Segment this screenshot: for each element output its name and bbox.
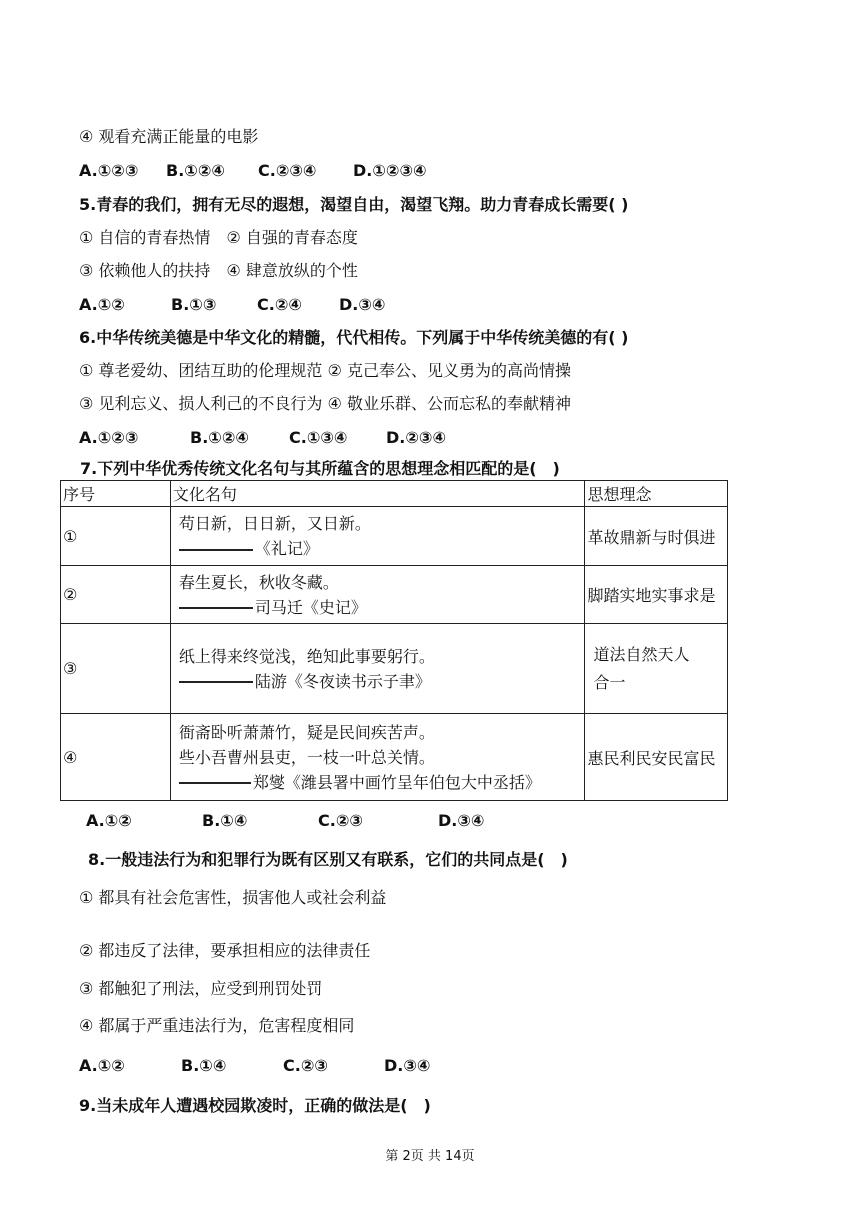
q7-row-3-idea-text: 道法自然天人合一 [593, 644, 690, 692]
q7-stem: 7.下列中华优秀传统文化名句与其所蕴含的思想理念相匹配的是( ) [80, 459, 560, 478]
page-number: 第 2页 共 14页 [385, 1149, 475, 1164]
q7-row-3-number: ③ [61, 624, 171, 714]
q7-row-3-quote-cell [170, 624, 585, 714]
q7-row-3-idea [585, 624, 728, 714]
table-row [61, 624, 728, 714]
q7-option-b: B.①④ [202, 811, 248, 830]
q5-option-a: A.①② [79, 295, 125, 314]
q7-row-2-source: 司马迁《史记》 [254, 597, 367, 617]
table-row [61, 566, 728, 624]
q7-row-4-quote: 衙斋卧听萧萧竹，疑是民间疾苦声。 [178, 722, 435, 742]
q7-row-4-idea: 惠民利民安民富民 [585, 714, 728, 801]
q5-option-c: C.②④ [257, 295, 302, 314]
q7-row-1-source: 《礼记》 [254, 539, 319, 558]
q5-option-d: D.③④ [339, 295, 386, 314]
q7-row-1-number: ① [61, 507, 171, 566]
q6-option-c: C.①③④ [289, 428, 348, 447]
q7-option-c: C.②③ [318, 811, 363, 830]
q6-option-a: A.①②③ [79, 428, 139, 447]
q6-option-b: B.①②④ [190, 428, 249, 447]
q4-options [79, 160, 427, 182]
q6-option-d: D.②③④ [386, 428, 446, 447]
dash-rule [179, 549, 253, 551]
q9-stem: 9.当未成年人遭遇校园欺凌时，正确的做法是( ) [79, 1096, 431, 1115]
q6-options [79, 427, 446, 449]
q7-row-1-idea: 革故鼎新与时俱进 [585, 507, 728, 566]
q5-options [79, 294, 385, 316]
q7-table [60, 480, 728, 801]
q7-header-idea: 思想理念 [585, 481, 728, 507]
q7-option-a: A.①② [86, 811, 132, 830]
q8-item-2: ② 都违反了法律，要承担相应的法律责任 [79, 941, 371, 960]
q7-row-2-source-line [179, 595, 583, 620]
q5-line-1: ① 自信的青春热情 ② 自强的青春态度 [79, 228, 358, 247]
q8-option-b: B.①④ [181, 1056, 227, 1075]
q7-row-4-number: ④ [61, 714, 171, 801]
q7-options [86, 810, 484, 832]
q6-line-1: ① 尊老爱幼、团结互助的伦理规范 ② 克己奉公、见义勇为的高尚情操 [79, 361, 571, 380]
q4-option-b: B.①②④ [166, 161, 225, 180]
dash-rule [179, 782, 251, 784]
q7-row-3-quote: 纸上得来终觉浅，绝知此事要躬行。 [178, 646, 435, 666]
dash-rule [179, 607, 253, 609]
q7-row-2-quote-cell [170, 566, 585, 624]
q7-row-3-source: 陆游《冬夜读书示子聿》 [254, 671, 431, 691]
table-row [61, 507, 728, 566]
q7-header-row [61, 481, 728, 507]
q7-row-4-quote-cell [170, 714, 585, 801]
q6-stem: 6.中华传统美德是中华文化的精髓，代代相传。下列属于中华传统美德的有( ) [79, 328, 629, 347]
q8-stem: 8.一般违法行为和犯罪行为既有区别又有联系，它们的共同点是( ) [88, 850, 568, 869]
q7-row-1-quote: 苟日新，日日新，又日新。 [178, 514, 371, 533]
dash-rule [179, 681, 253, 683]
q4-option-a: A.①②③ [79, 161, 139, 180]
q4-option-d: D.①②③④ [353, 161, 427, 180]
q7-header-quote: 文化名句 [170, 481, 585, 507]
table-row [61, 714, 728, 801]
q5-option-b: B.①③ [171, 295, 217, 314]
q8-options [79, 1055, 430, 1077]
q8-option-c: C.②③ [283, 1056, 328, 1075]
q8-option-a: A.①② [79, 1056, 125, 1075]
q7-row-1-quote-cell [170, 507, 585, 566]
q8-item-3: ③ 都触犯了刑法，应受到刑罚处罚 [79, 979, 323, 998]
q8-item-1: ① 都具有社会危害性，损害他人或社会利益 [79, 888, 387, 907]
q7-option-d: D.③④ [438, 811, 485, 830]
q4-item-4: ④ 观看充满正能量的电影 [79, 127, 259, 146]
q7-row-4-source: 郑燮《潍县署中画竹呈年伯包大中丞括》 [252, 772, 541, 792]
q7-row-1-source-line [179, 536, 583, 561]
q8-option-d: D.③④ [384, 1056, 431, 1075]
q7-row-4-source-line [179, 770, 583, 795]
q5-line-2: ③ 依赖他人的扶持 ④ 肆意放纵的个性 [79, 261, 358, 280]
q7-row-4-quote-2: 些小吾曹州县吏，一枝一叶总关情。 [178, 747, 435, 767]
q5-stem: 5.青春的我们，拥有无尽的遐想，渴望自由，渴望飞翔。助力青春成长需要( ) [79, 195, 629, 214]
q7-row-2-quote: 春生夏长，秋收冬藏。 [178, 572, 339, 592]
q7-row-2-number: ② [61, 566, 171, 624]
q7-row-3-source-line [179, 669, 583, 694]
q4-option-c: C.②③④ [258, 161, 317, 180]
q7-header-number: 序号 [61, 481, 171, 507]
q8-item-4: ④ 都属于严重违法行为，危害程度相同 [79, 1016, 355, 1035]
q7-row-2-idea: 脚踏实地实事求是 [585, 566, 728, 624]
q6-line-2: ③ 见利忘义、损人利己的不良行为 ④ 敬业乐群、公而忘私的奉献精神 [79, 394, 571, 413]
